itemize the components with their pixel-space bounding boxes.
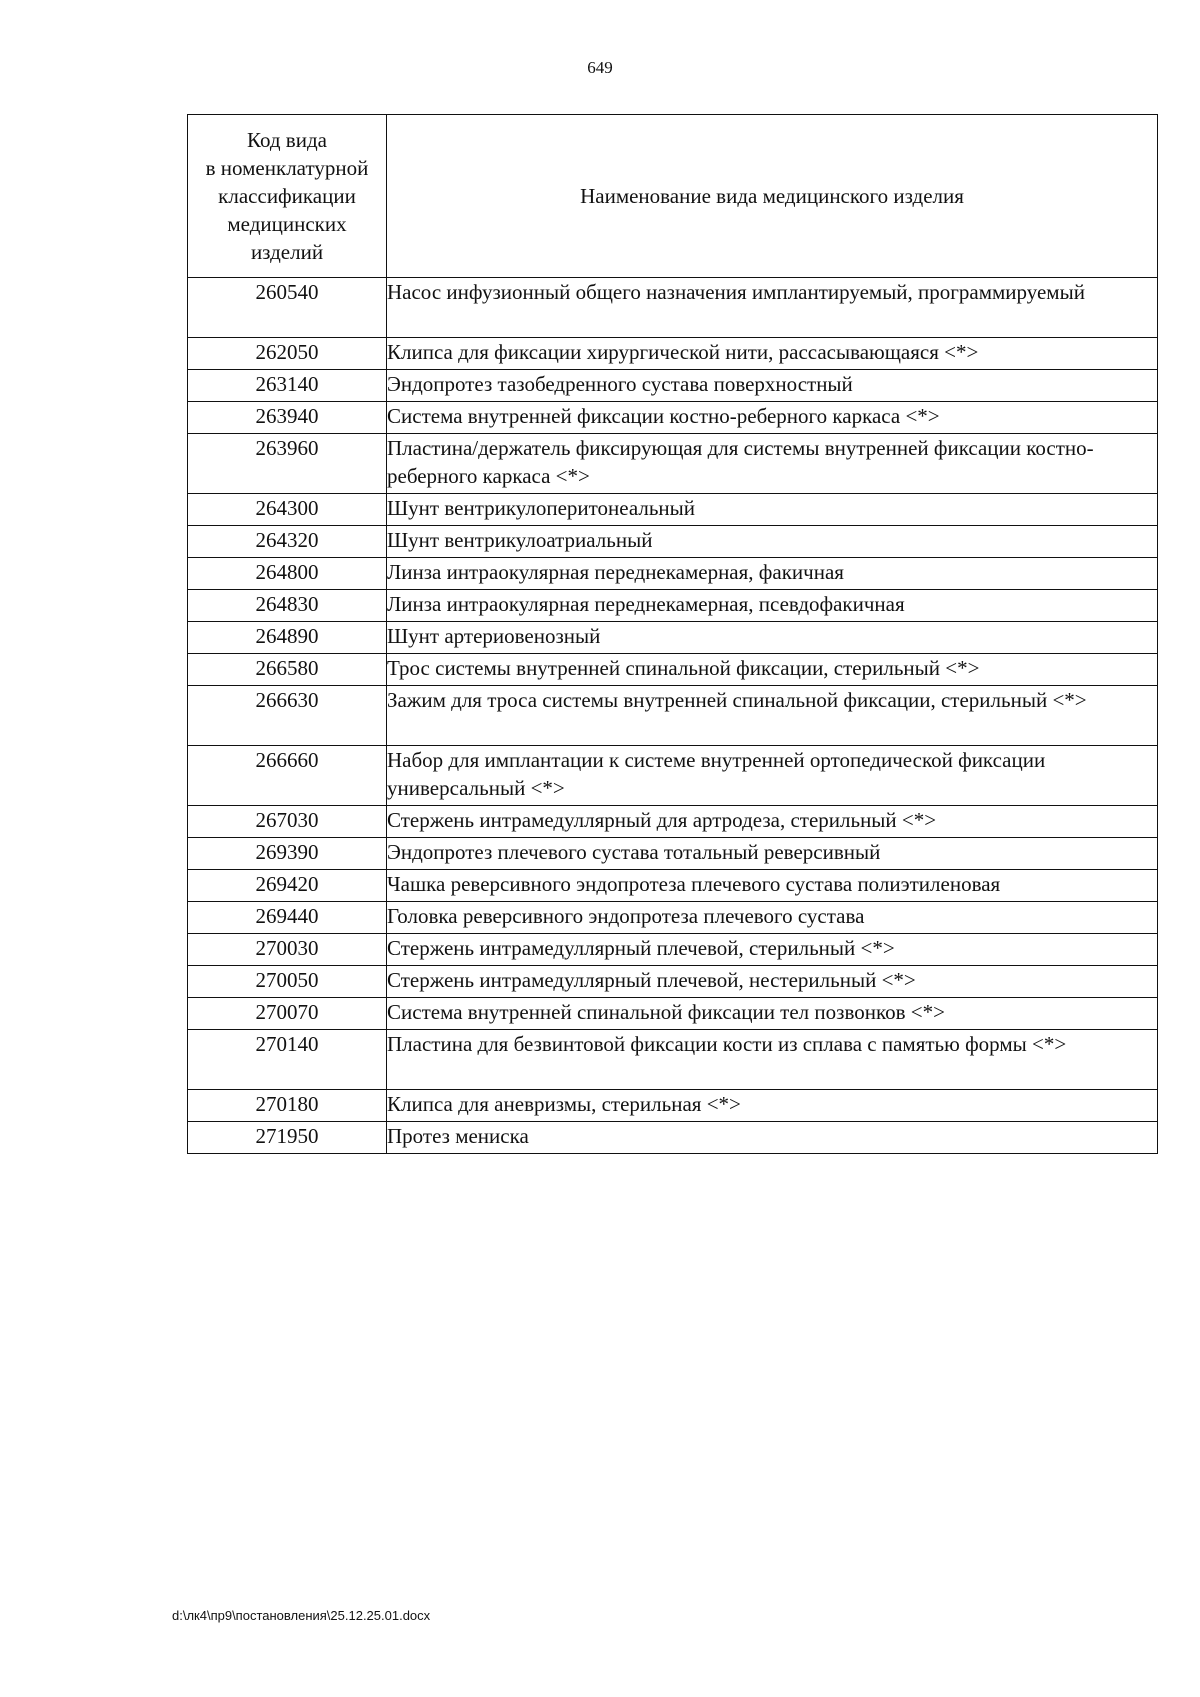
table-row: [188, 1030, 1158, 1090]
table-body: [188, 278, 1158, 1154]
table-row: [188, 746, 1158, 806]
device-code-cell: 263960: [188, 434, 387, 494]
device-code-cell: 269420: [188, 870, 387, 902]
device-code-cell: 267030: [188, 806, 387, 838]
header-code-line: классификации: [218, 184, 356, 208]
device-code-cell: 270030: [188, 934, 387, 966]
device-name-cell: Эндопротез тазобедренного сустава поверхностный: [387, 370, 1158, 402]
device-name-cell: Клипса для аневризмы, стерильная <*>: [387, 1090, 1158, 1122]
device-name-cell: Трос системы внутренней спинальной фиксации, стерильный <*>: [387, 654, 1158, 686]
device-name-cell: Шунт артериовенозный: [387, 622, 1158, 654]
device-name-cell: Набор для имплантации к системе внутренней ортопедической фиксации универсальный <*>: [387, 746, 1158, 806]
device-name-cell: Головка реверсивного эндопротеза плечевого сустава: [387, 902, 1158, 934]
device-code-cell: 263940: [188, 402, 387, 434]
device-name-cell: Шунт вентрикулоатриальный: [387, 526, 1158, 558]
table-row: [188, 870, 1158, 902]
device-name-cell: Стержень интрамедуллярный для артродеза, стерильный <*>: [387, 806, 1158, 838]
device-code-cell: 270140: [188, 1030, 387, 1090]
table-row: [188, 966, 1158, 998]
table-row: [188, 1090, 1158, 1122]
device-name-cell: Зажим для троса системы внутренней спинальной фиксации, стерильный <*>: [387, 686, 1158, 746]
device-name-cell: Линза интраокулярная переднекамерная, факичная: [387, 558, 1158, 590]
table-row: [188, 278, 1158, 338]
header-code-line: Код вида: [247, 128, 327, 152]
device-name-cell: Чашка реверсивного эндопротеза плечевого сустава полиэтиленовая: [387, 870, 1158, 902]
header-code-line: изделий: [250, 240, 324, 264]
device-code-cell: 266660: [188, 746, 387, 806]
device-code-cell: 264830: [188, 590, 387, 622]
device-code-cell: 269440: [188, 902, 387, 934]
device-name-cell: Линза интраокулярная переднекамерная, псевдофакичная: [387, 590, 1158, 622]
device-name-cell: Стержень интрамедуллярный плечевой, стерильный <*>: [387, 934, 1158, 966]
table-row: [188, 838, 1158, 870]
device-name-cell: Система внутренней фиксации костно-реберного каркаса <*>: [387, 402, 1158, 434]
table-row: [188, 434, 1158, 494]
device-code-cell: 260540: [188, 278, 387, 338]
device-name-cell: Система внутренней спинальной фиксации тел позвонков <*>: [387, 998, 1158, 1030]
device-code-cell: 266630: [188, 686, 387, 746]
device-code-cell: 271950: [188, 1122, 387, 1154]
device-code-cell: 266580: [188, 654, 387, 686]
device-name-cell: Клипса для фиксации хирургической нити, рассасывающаяся <*>: [387, 338, 1158, 370]
device-code-cell: 262050: [188, 338, 387, 370]
table-row: [188, 622, 1158, 654]
device-code-cell: 264300: [188, 494, 387, 526]
medical-devices-table: [187, 114, 1158, 1154]
device-code-cell: 264800: [188, 558, 387, 590]
column-header-code: [188, 115, 387, 278]
file-path-footer: d:\лк4\пр9\постановления\25.12.25.01.docx: [172, 1608, 431, 1623]
table-row: [188, 934, 1158, 966]
table-row: [188, 806, 1158, 838]
table-row: [188, 998, 1158, 1030]
header-code-line: в номенклатурной: [205, 156, 369, 180]
device-code-cell: 270050: [188, 966, 387, 998]
table-row: [188, 654, 1158, 686]
header-code-line: медицинских: [227, 212, 347, 236]
table-row: [188, 1122, 1158, 1154]
device-code-cell: 264890: [188, 622, 387, 654]
table-row: [188, 686, 1158, 746]
table-row: [188, 526, 1158, 558]
device-name-cell: Пластина для безвинтовой фиксации кости из сплава с памятью формы <*>: [387, 1030, 1158, 1090]
device-code-cell: 269390: [188, 838, 387, 870]
device-name-cell: Протез мениска: [387, 1122, 1158, 1154]
device-code-cell: 264320: [188, 526, 387, 558]
column-header-name: Наименование вида медицинского изделия: [387, 115, 1158, 278]
device-code-cell: 270180: [188, 1090, 387, 1122]
device-name-cell: Насос инфузионный общего назначения имплантируемый, программируемый: [387, 278, 1158, 338]
table-row: [188, 402, 1158, 434]
table-row: [188, 902, 1158, 934]
table-row: [188, 590, 1158, 622]
device-name-cell: Эндопротез плечевого сустава тотальный реверсивный: [387, 838, 1158, 870]
table-row: [188, 558, 1158, 590]
page-number: 649: [587, 58, 613, 77]
table-row: [188, 494, 1158, 526]
device-name-cell: Пластина/держатель фиксирующая для системы внутренней фиксации костно-реберного каркаса <*>: [387, 434, 1158, 494]
table-header-row: [188, 115, 1158, 278]
device-name-cell: Стержень интрамедуллярный плечевой, нестерильный <*>: [387, 966, 1158, 998]
device-code-cell: 263140: [188, 370, 387, 402]
table-row: [188, 370, 1158, 402]
device-code-cell: 270070: [188, 998, 387, 1030]
device-name-cell: Шунт вентрикулоперитонеальный: [387, 494, 1158, 526]
table-row: [188, 338, 1158, 370]
